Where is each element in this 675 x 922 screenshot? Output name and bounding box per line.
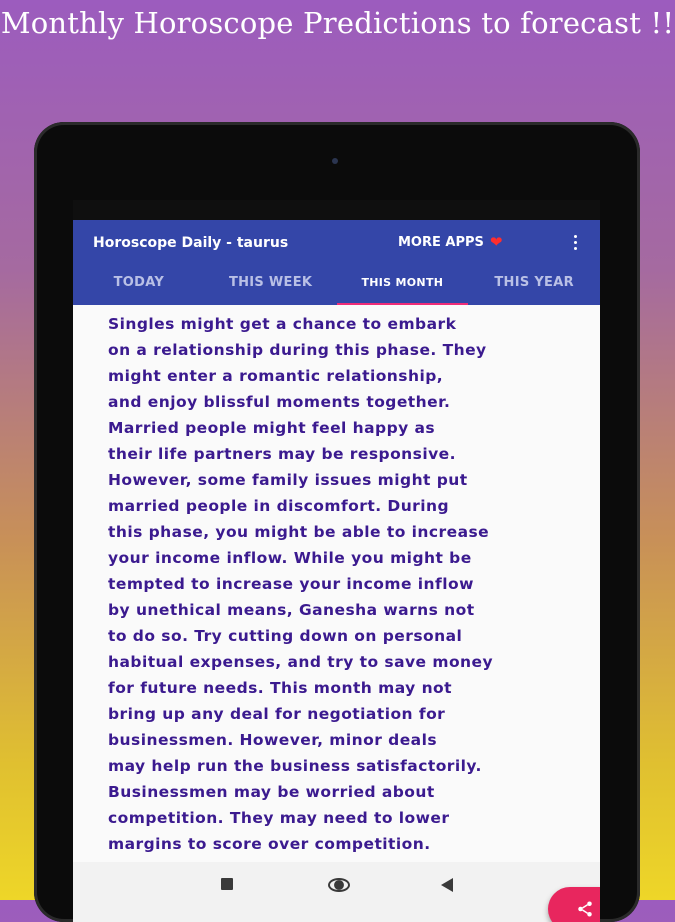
tab-this-year[interactable]: THIS YEAR	[494, 275, 574, 290]
tab-bar	[73, 263, 600, 305]
text-line: married people in discomfort. During	[108, 497, 450, 515]
tab-this-month[interactable]: THIS MONTH	[337, 263, 469, 305]
heart-icon: ❤	[489, 233, 503, 251]
more-vert-icon[interactable]	[565, 232, 585, 252]
back-icon[interactable]	[441, 878, 453, 892]
promo-headline: Monthly Horoscope Predictions to forecast !!	[0, 6, 675, 40]
recents-icon[interactable]	[221, 878, 233, 890]
text-line: habitual expenses, and try to save money	[108, 653, 494, 671]
app-bar	[73, 220, 600, 263]
status-bar	[73, 200, 600, 220]
tab-today[interactable]: TODAY	[113, 275, 165, 290]
horoscope-text	[73, 305, 600, 857]
text-line: and enjoy blissful moments together.	[108, 393, 451, 411]
text-line: this phase, you might be able to increase	[108, 523, 490, 541]
text-line: margins to score over competition.	[108, 835, 431, 853]
text-line: Businessmen may be worried about	[108, 783, 435, 801]
app-screen	[73, 200, 600, 922]
share-icon	[576, 900, 594, 918]
text-line: may help run the business satisfactorily.	[108, 757, 482, 775]
app-title: Horoscope Daily - taurus	[93, 235, 289, 251]
text-line: their life partners may be responsive.	[108, 445, 456, 463]
text-line: competition. They may need to lower	[108, 809, 450, 827]
text-line: your income inflow. While you might be	[108, 549, 472, 567]
text-line: to do so. Try cutting down on personal	[108, 627, 463, 645]
more-apps-button[interactable]	[398, 235, 502, 250]
home-icon[interactable]	[328, 878, 350, 892]
text-line: businessmen. However, minor deals	[108, 731, 438, 749]
text-line: by unethical means, Ganesha warns not	[108, 601, 475, 619]
tablet-device-frame	[34, 122, 640, 922]
text-line: Singles might get a chance to embark	[108, 315, 457, 333]
text-line: might enter a romantic relationship,	[108, 367, 444, 385]
share-button[interactable]	[548, 887, 600, 922]
tab-this-week[interactable]: THIS WEEK	[228, 275, 313, 290]
text-line: bring up any deal for negotiation for	[108, 705, 446, 723]
more-apps-label: MORE APPS	[398, 235, 484, 250]
text-line: tempted to increase your income inflow	[108, 575, 474, 593]
text-line: However, some family issues might put	[108, 471, 468, 489]
text-line: for future needs. This month may not	[108, 679, 453, 697]
text-line: on a relationship during this phase. They	[108, 341, 487, 359]
front-camera	[332, 158, 338, 164]
system-nav-bar	[73, 862, 600, 922]
text-line: Married people might feel happy as	[108, 419, 436, 437]
